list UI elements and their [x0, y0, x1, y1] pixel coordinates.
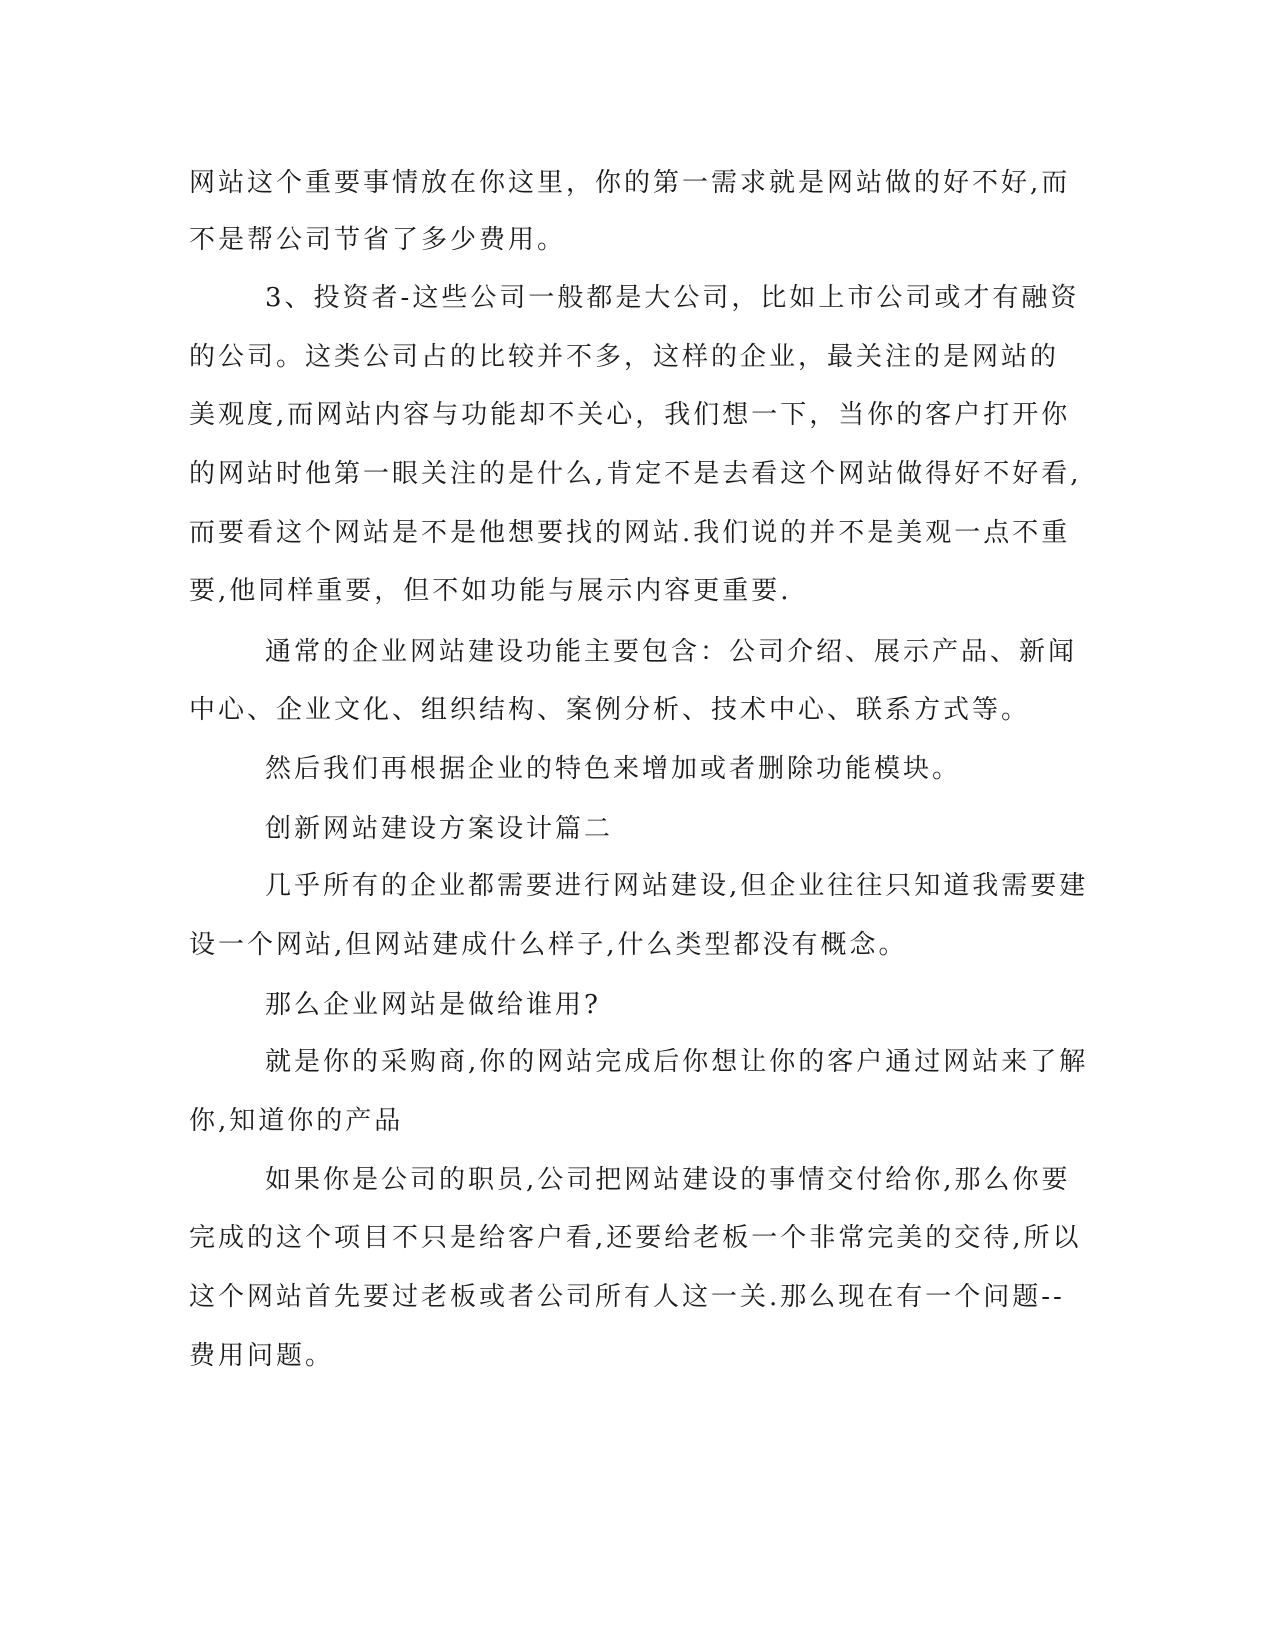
text-line: 的网站时他第一眼关注的是什么,肯定不是去看这个网站做得好不好看,: [189, 459, 1082, 489]
text-line: 完成的这个项目不只是给客户看,还要给老板一个非常完美的交待,所以: [189, 1223, 1082, 1253]
text-line: 3、投资者-这些公司一般都是大公司，比如上市公司或才有融资: [265, 283, 1080, 313]
text-line: 就是你的采购商,你的网站完成后你想让你的客户通过网站来了解: [265, 1047, 1089, 1077]
text-line: 而要看这个网站是不是他想要找的网站.我们说的并不是美观一点不重: [189, 518, 1071, 548]
text-line: 如果你是公司的职员,公司把网站建设的事情交付给你,那么你要: [265, 1165, 1071, 1195]
text-line: 网站这个重要事情放在你这里，你的第一需求就是网站做的好不好,而: [189, 168, 1071, 198]
text-line: 通常的企业网站建设功能主要包含：公司介绍、展示产品、新闻: [265, 637, 1078, 667]
text-line: 美观度,而网站内容与功能却不关心，我们想一下，当你的客户打开你: [189, 400, 1071, 430]
text-line: 几乎所有的企业都需要进行网站建设,但企业往往只知道我需要建: [265, 871, 1089, 901]
text-line: 的公司。这类公司占的比较并不多，这样的企业，最关注的是网站的: [189, 342, 1060, 372]
text-line: 那么企业网站是做给谁用?: [265, 990, 601, 1020]
text-line: 然后我们再根据企业的特色来增加或者删除功能模块。: [265, 754, 962, 784]
text-line: 设一个网站,但网站建成什么样子,什么类型都没有概念。: [189, 930, 908, 960]
text-line: 你,知道你的产品: [189, 1106, 404, 1136]
text-line: 这个网站首先要过老板或者公司所有人这一关.那么现在有一个问题--: [189, 1282, 1065, 1312]
text-line: 费用问题。: [189, 1341, 335, 1371]
text-line: 要,他同样重要，但不如功能与展示内容更重要.: [189, 576, 792, 606]
section-heading: 创新网站建设方案设计篇二: [265, 814, 614, 844]
text-line: 中心、企业文化、组织结构、案例分析、技术中心、联系方式等。: [189, 695, 1031, 725]
text-line: 不是帮公司节省了多少费用。: [189, 225, 567, 255]
